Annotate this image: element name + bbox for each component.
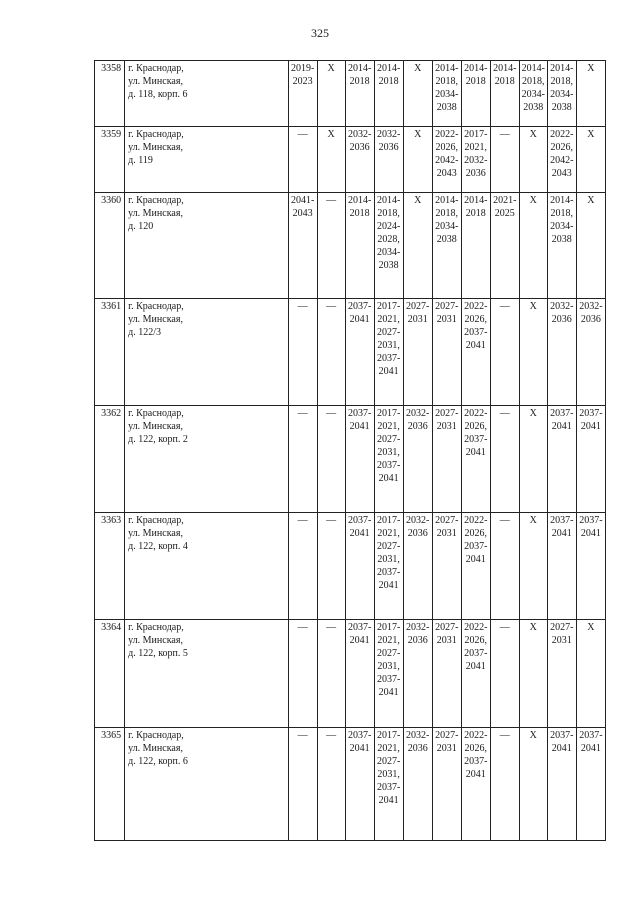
period-cell: 2022- 2026, 2042- 2043: [547, 127, 576, 193]
period-cell: —: [288, 299, 317, 406]
period-cell: 2027- 2031: [432, 513, 461, 620]
address-cell: г. Краснодар, ул. Минская, д. 122, корп. 5: [125, 620, 289, 728]
period-cell: Х: [403, 127, 432, 193]
period-cell: 2037- 2041: [345, 620, 374, 728]
period-cell: 2022- 2026, 2037- 2041: [461, 620, 490, 728]
address-cell: г. Краснодар, ул. Минская, д. 122, корп. 2: [125, 406, 289, 513]
period-cell: 2019- 2023: [288, 61, 317, 127]
registry-table: [94, 60, 606, 841]
period-cell: Х: [317, 127, 345, 193]
period-cell: —: [317, 406, 345, 513]
period-cell: 2014- 2018, 2034- 2038: [547, 193, 576, 299]
period-cell: 2017- 2021, 2027- 2031, 2037- 2041: [374, 299, 403, 406]
period-cell: 2037- 2041: [345, 406, 374, 513]
period-cell: 2032- 2036: [576, 299, 605, 406]
period-cell: —: [288, 127, 317, 193]
address-cell: г. Краснодар, ул. Минская, д. 122, корп. 4: [125, 513, 289, 620]
period-cell: 2022- 2026, 2037- 2041: [461, 513, 490, 620]
period-cell: 2027- 2031: [547, 620, 576, 728]
period-cell: 2037- 2041: [547, 513, 576, 620]
period-cell: —: [317, 728, 345, 841]
period-cell: 2037- 2041: [345, 513, 374, 620]
period-cell: 2014- 2018, 2024- 2028, 2034- 2038: [374, 193, 403, 299]
period-cell: 2037- 2041: [576, 406, 605, 513]
period-cell: 2022- 2026, 2037- 2041: [461, 406, 490, 513]
table-row: [95, 728, 606, 841]
period-cell: 2017- 2021, 2032- 2036: [461, 127, 490, 193]
period-cell: 2027- 2031: [432, 299, 461, 406]
period-cell: —: [490, 728, 519, 841]
row-number: 3365: [95, 728, 125, 841]
period-cell: 2032- 2036: [547, 299, 576, 406]
period-cell: 2027- 2031: [432, 620, 461, 728]
period-cell: —: [490, 299, 519, 406]
period-cell: 2037- 2041: [345, 728, 374, 841]
row-number: 3363: [95, 513, 125, 620]
period-cell: 2037- 2041: [547, 728, 576, 841]
table-row: [95, 513, 606, 620]
period-cell: —: [288, 728, 317, 841]
address-cell: г. Краснодар, ул. Минская, д. 120: [125, 193, 289, 299]
row-number: 3358: [95, 61, 125, 127]
period-cell: 2014- 2018, 2034- 2038: [432, 193, 461, 299]
period-cell: 2027- 2031: [432, 728, 461, 841]
period-cell: 2017- 2021, 2027- 2031, 2037- 2041: [374, 728, 403, 841]
period-cell: Х: [403, 193, 432, 299]
period-cell: —: [288, 406, 317, 513]
period-cell: 2014- 2018: [345, 193, 374, 299]
period-cell: —: [490, 620, 519, 728]
period-cell: 2014- 2018: [374, 61, 403, 127]
period-cell: 2022- 2026, 2042- 2043: [432, 127, 461, 193]
table-row: [95, 193, 606, 299]
address-cell: г. Краснодар, ул. Минская, д. 118, корп. 6: [125, 61, 289, 127]
period-cell: 2021- 2025: [490, 193, 519, 299]
period-cell: —: [288, 513, 317, 620]
period-cell: Х: [576, 61, 605, 127]
row-number: 3361: [95, 299, 125, 406]
period-cell: —: [317, 620, 345, 728]
row-number: 3359: [95, 127, 125, 193]
period-cell: 2027- 2031: [403, 299, 432, 406]
period-cell: —: [288, 620, 317, 728]
period-cell: Х: [519, 513, 547, 620]
period-cell: Х: [519, 127, 547, 193]
period-cell: 2027- 2031: [432, 406, 461, 513]
period-cell: 2014- 2018: [461, 193, 490, 299]
period-cell: —: [490, 513, 519, 620]
address-cell: г. Краснодар, ул. Минская, д. 119: [125, 127, 289, 193]
period-cell: Х: [576, 193, 605, 299]
period-cell: 2014- 2018: [461, 61, 490, 127]
period-cell: 2017- 2021, 2027- 2031, 2037- 2041: [374, 406, 403, 513]
period-cell: 2037- 2041: [345, 299, 374, 406]
table-row: [95, 299, 606, 406]
address-cell: г. Краснодар, ул. Минская, д. 122/3: [125, 299, 289, 406]
period-cell: 2032- 2036: [345, 127, 374, 193]
period-cell: 2014- 2018: [490, 61, 519, 127]
period-cell: Х: [576, 127, 605, 193]
table-row: [95, 406, 606, 513]
period-cell: 2014- 2018, 2034- 2038: [432, 61, 461, 127]
period-cell: Х: [519, 728, 547, 841]
period-cell: 2037- 2041: [547, 406, 576, 513]
period-cell: 2022- 2026, 2037- 2041: [461, 299, 490, 406]
period-cell: 2032- 2036: [403, 406, 432, 513]
table-row: [95, 127, 606, 193]
period-cell: 2022- 2026, 2037- 2041: [461, 728, 490, 841]
table-row: [95, 61, 606, 127]
period-cell: —: [490, 406, 519, 513]
period-cell: 2014- 2018, 2034- 2038: [519, 61, 547, 127]
period-cell: —: [490, 127, 519, 193]
period-cell: 2032- 2036: [403, 620, 432, 728]
table-row: [95, 620, 606, 728]
period-cell: 2014- 2018: [345, 61, 374, 127]
row-number: 3360: [95, 193, 125, 299]
period-cell: 2037- 2041: [576, 728, 605, 841]
period-cell: Х: [519, 406, 547, 513]
period-cell: —: [317, 299, 345, 406]
period-cell: 2014- 2018, 2034- 2038: [547, 61, 576, 127]
period-cell: Х: [519, 299, 547, 406]
period-cell: Х: [403, 61, 432, 127]
period-cell: 2032- 2036: [403, 513, 432, 620]
period-cell: 2037- 2041: [576, 513, 605, 620]
period-cell: —: [317, 513, 345, 620]
period-cell: 2032- 2036: [374, 127, 403, 193]
period-cell: Х: [576, 620, 605, 728]
period-cell: —: [317, 193, 345, 299]
period-cell: 2017- 2021, 2027- 2031, 2037- 2041: [374, 513, 403, 620]
row-number: 3362: [95, 406, 125, 513]
period-cell: Х: [317, 61, 345, 127]
page-number: 325: [311, 26, 329, 40]
row-number: 3364: [95, 620, 125, 728]
period-cell: Х: [519, 193, 547, 299]
period-cell: 2032- 2036: [403, 728, 432, 841]
period-cell: 2041- 2043: [288, 193, 317, 299]
period-cell: Х: [519, 620, 547, 728]
period-cell: 2017- 2021, 2027- 2031, 2037- 2041: [374, 620, 403, 728]
address-cell: г. Краснодар, ул. Минская, д. 122, корп. 6: [125, 728, 289, 841]
